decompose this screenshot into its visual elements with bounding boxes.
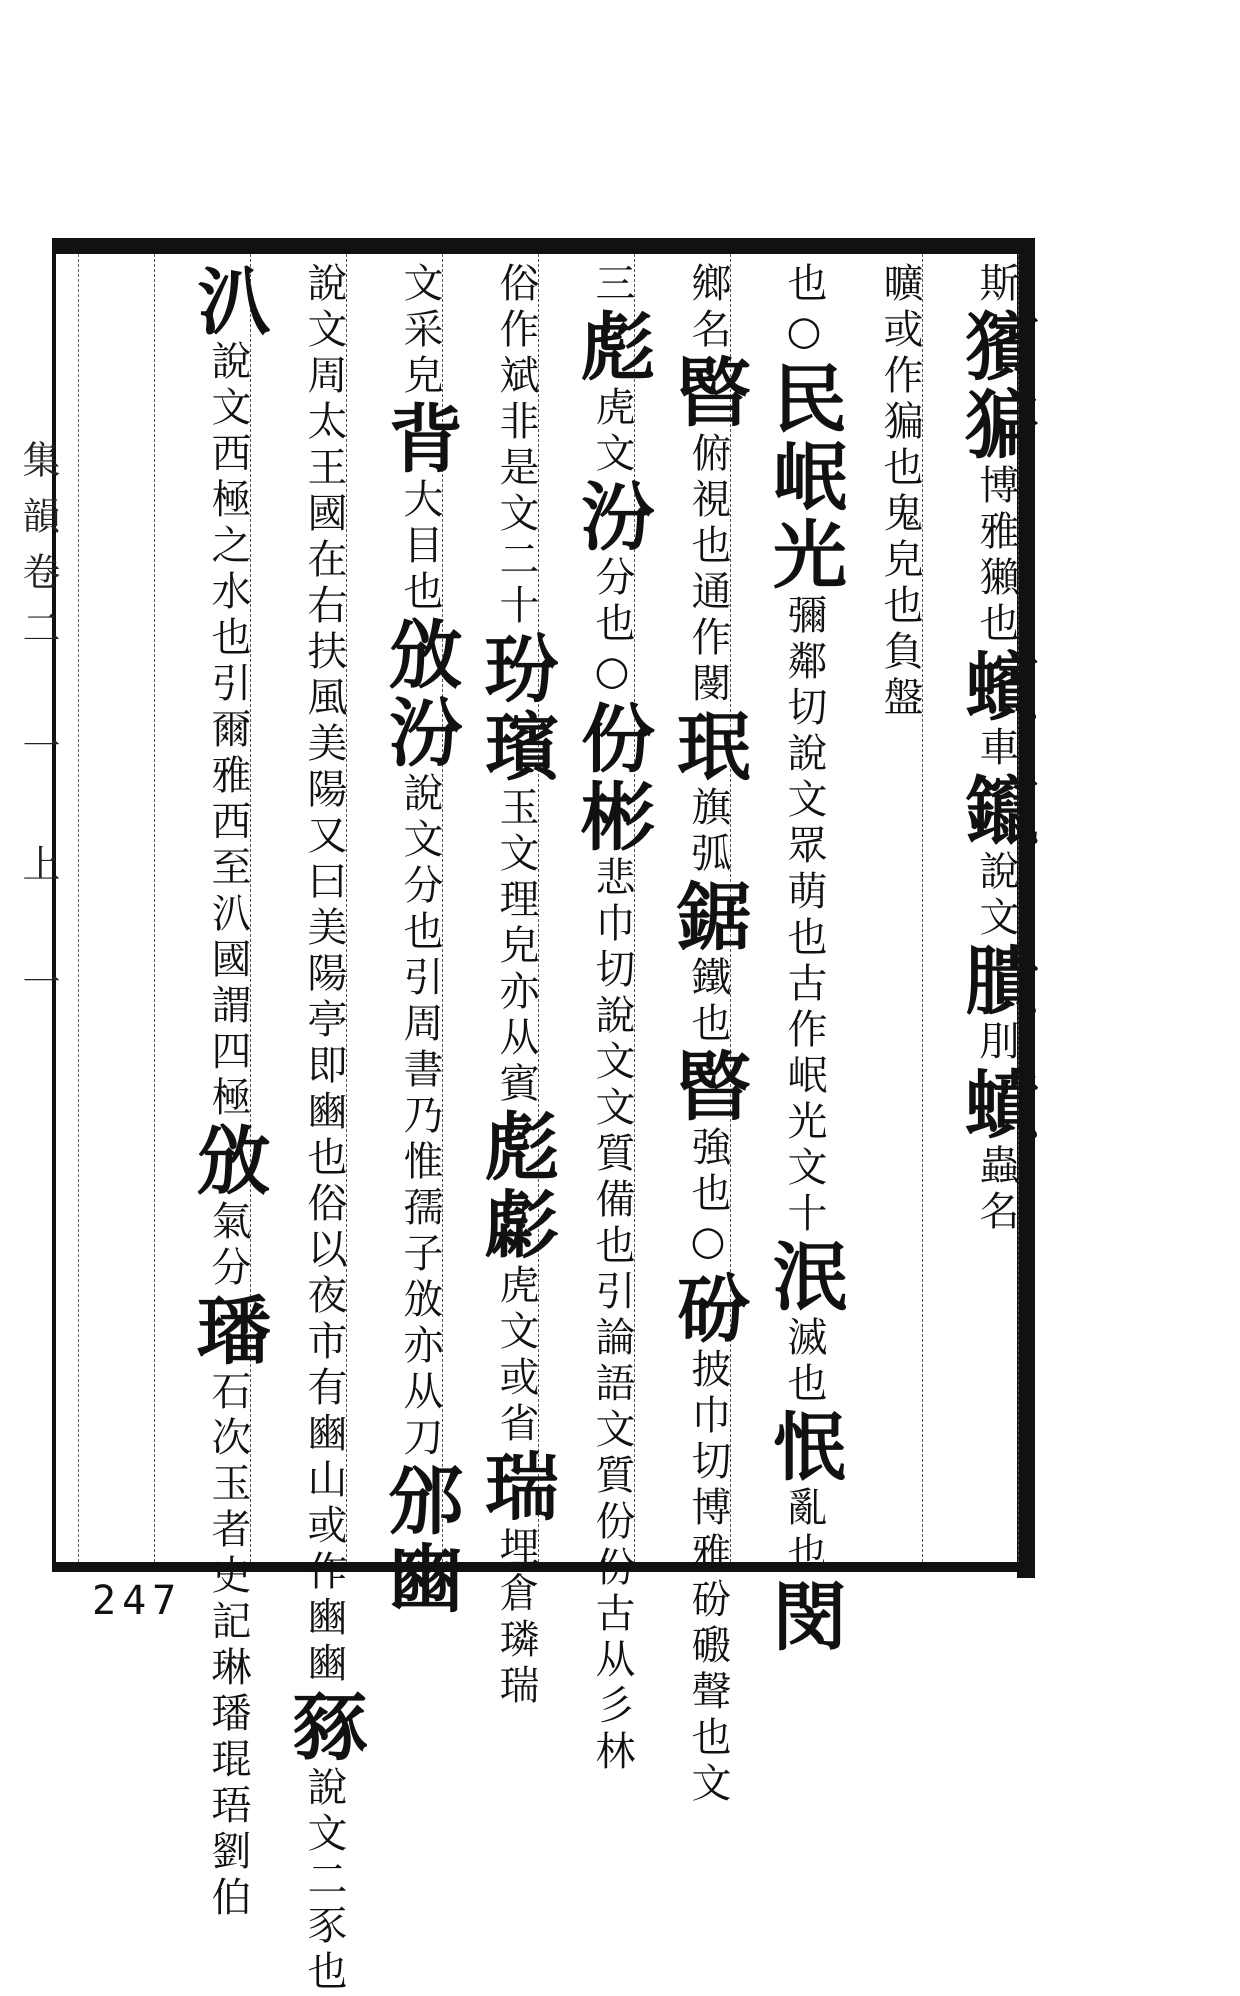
gloss-text: 三 [589, 262, 635, 308]
gloss-text: 斯 [973, 262, 1019, 308]
gloss-text: 說文周太王國在右扶風美陽又曰美陽亭即豳也俗以夜市有豳山或作豳豳 [301, 262, 347, 1688]
page-number: 247 [92, 1578, 183, 1624]
headword: 份彬 [569, 700, 655, 856]
headword: 珉 [665, 708, 751, 786]
headword: 閔 [761, 1578, 847, 1656]
headword: 瑞 [473, 1448, 559, 1526]
gloss-text: 埋倉璘瑞 [493, 1526, 539, 1710]
headword: 汾 [569, 478, 655, 556]
spine-rule [78, 254, 79, 1562]
gloss-text: 俗作斌非是文二十 [493, 262, 539, 630]
gloss-text: 負盤 [877, 630, 923, 722]
gloss-text: 也 [877, 446, 923, 492]
headword: 怋 [761, 1408, 847, 1486]
headword: 鑹 [953, 772, 1039, 850]
gloss-text: 蟲名 [973, 1144, 1019, 1236]
gloss-text: 強也○ [685, 1126, 731, 1270]
gloss-text: 或作猵 [877, 308, 923, 446]
gloss-text: 說文二豕也 [301, 1766, 347, 1996]
headword: 彪 [569, 308, 655, 386]
gloss-text: 鬼皃 [877, 492, 923, 584]
headword: 泯 [761, 1238, 847, 1316]
headword: 攽汾 [377, 616, 463, 772]
headword: 玢璸 [473, 630, 559, 786]
headword: 背 [377, 400, 463, 478]
text-column-5 [538, 262, 655, 1776]
headword: 鋸 [665, 878, 751, 956]
gloss-text: 亂也 [781, 1486, 827, 1578]
gloss-text: 也○ [781, 262, 827, 360]
text-column-4 [634, 262, 751, 1808]
gloss-text: 說文西極之水也引爾雅西至汃國謂四極 [205, 340, 251, 1122]
headword: 蟦 [953, 1066, 1039, 1144]
gloss-text: 俯視也通作閿 [685, 432, 731, 708]
gloss-text: 曠 [877, 262, 923, 308]
headword: 璠 [185, 1292, 271, 1370]
gloss-text: 鄉名 [685, 262, 731, 354]
headword: 砏 [665, 1270, 751, 1348]
gloss-text: 文采皃 [397, 262, 443, 400]
gloss-text: 彌鄰切說文眾萌也古作岷光文十 [781, 594, 827, 1238]
frame-border-top [55, 238, 1035, 254]
gloss-text: 虎文或省 [493, 1264, 539, 1448]
gloss-text: 說文 [973, 850, 1019, 942]
headword: 蠙 [953, 648, 1039, 726]
gloss-text: 鐵也 [685, 956, 731, 1048]
headword: 獱猵 [953, 308, 1039, 464]
gloss-text: 玉文理皃亦从賓 [493, 786, 539, 1108]
gloss-text: 虎文 [589, 386, 635, 478]
gloss-text: 分也○ [589, 556, 635, 700]
gloss-text: 氣分 [205, 1200, 251, 1292]
headword: 彪虨 [473, 1108, 559, 1264]
text-column-1 [922, 262, 1039, 1558]
text-column-9 [154, 262, 271, 1922]
gloss-text: 說文分也引周書乃惟孺子攽亦从刀 [397, 772, 443, 1462]
headword: 汃 [185, 262, 271, 340]
headword: 攽 [185, 1122, 271, 1200]
gloss-text: 旗弧 [685, 786, 731, 878]
frame-border-bottom [55, 1562, 1035, 1572]
gloss-text: 石次玉者史記琳璠琨珸劉伯 [205, 1370, 251, 1922]
gloss-text: 大目也 [397, 478, 443, 616]
gloss-text: 車 [973, 726, 1019, 772]
headword: 豩 [281, 1688, 367, 1766]
gloss-text: 披巾切博雅砏磤聲也文 [685, 1348, 731, 1808]
headword: 民岷光 [761, 360, 847, 594]
gloss-text: 博雅獺也 [973, 464, 1019, 648]
gloss-text: 刖 [973, 1020, 1019, 1066]
text-column-7 [346, 262, 463, 1618]
gloss-text: 悲巾切說文文質備也引論語文質份份古从彡林 [589, 856, 635, 1776]
margin-header: 集韻卷二 一 上 一 [16, 440, 60, 1018]
headword: 邠豳 [377, 1462, 463, 1618]
gloss-text: 滅也 [781, 1316, 827, 1408]
headword: 暋 [665, 1048, 751, 1126]
headword: 膭 [953, 942, 1039, 1020]
gloss-text: 也 [877, 584, 923, 630]
headword: 暋 [665, 354, 751, 432]
